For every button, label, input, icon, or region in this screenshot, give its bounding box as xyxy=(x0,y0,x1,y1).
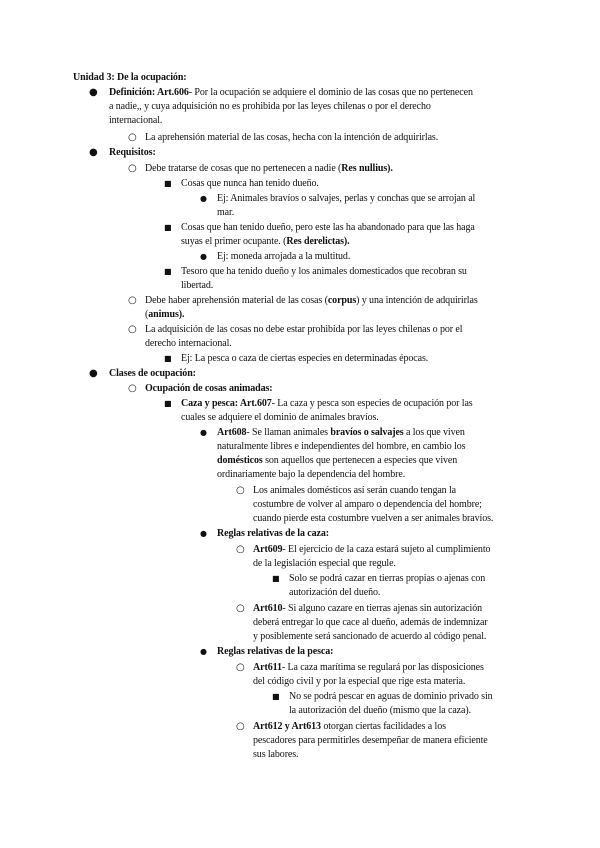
art611-sub-2: la autorización del dueño (mismo que la caza). xyxy=(289,705,471,716)
art608-line-2: naturalmente libres e independientes del hombre, en cambio los xyxy=(217,441,466,452)
art608-text-1: - Se llaman animales xyxy=(246,427,331,438)
art608-label: Art608 xyxy=(217,427,247,438)
art610-line-2: deberá entregar lo que cace al dueño, además de indemnizar xyxy=(253,617,488,628)
art611-sub-1: No se podrá pescar en aguas de dominio privado sin xyxy=(289,691,493,702)
bullet-square: ■ xyxy=(164,179,172,188)
requisitos-label: Requisitos: xyxy=(109,147,156,158)
art610-line-1 xyxy=(253,602,482,616)
art612-text: otorgan ciertas facilidades a los xyxy=(320,721,446,732)
art612-label: Art612 y Art613 xyxy=(253,721,321,732)
corpus: corpus xyxy=(327,295,357,306)
bullet-square: ■ xyxy=(272,692,280,701)
art610-text: - Si alguno cazare en tierras ajenas sin autorización xyxy=(282,603,482,614)
bullet-circle: ○ xyxy=(128,163,137,174)
caza-line-2: cuales se adquiere el dominio de animales bravíos. xyxy=(181,412,379,423)
art609-line-2: de la legislación especial que regule. xyxy=(253,558,396,569)
art611-line-1 xyxy=(253,661,484,675)
definicion-text: - Por la ocupación se adquiere el dominio de las cosas que no pertenecen xyxy=(188,87,473,98)
bullet-disc: ● xyxy=(200,529,207,538)
requisito-1-b-1: Cosas que han tenido dueño, pero este las ha abandonado para que las haga xyxy=(181,222,475,233)
bullet-disc: ● xyxy=(200,428,207,437)
definicion-label: Definición: Art.606 xyxy=(109,87,189,98)
art612-line-2: pescadores para permitirles desempeñar de manera eficiente xyxy=(253,735,488,746)
requisito-3-line-1: La adquisición de las cosas no debe estar prohibida por las leyes chilenas o por el xyxy=(145,324,463,335)
caza-line-1 xyxy=(181,397,473,411)
domesticos-line-3: cuando pierde esta costumbre vuelven a ser animales bravíos. xyxy=(253,513,494,524)
requisito-2-text: Debe haber aprehensión material de las cosas ( xyxy=(145,295,328,306)
bullet-disc: ● xyxy=(200,194,207,203)
caza-label: Caza y pesca: Art.607 xyxy=(181,398,272,409)
reglas-caza: Reglas relativas de la caza: xyxy=(217,528,329,539)
ocupacion-animadas: Ocupación de cosas animadas: xyxy=(145,383,273,394)
bravios: bravíos o salvajes xyxy=(330,427,404,438)
requisito-1-a-ej-1: Ej: Animales bravíos o salvajes, perlas y conchas que se arrojan al xyxy=(217,193,476,204)
requisito-2-line-2 xyxy=(145,308,184,322)
definicion-line-1 xyxy=(109,86,473,100)
requisito-1-c-1: Tesoro que ha tenido dueño y los animales domesticados que recobran su xyxy=(181,266,467,277)
bullet-square: ■ xyxy=(164,267,172,276)
art610-line-3: y posiblemente será sancionado de acuerdo al código penal. xyxy=(253,631,487,642)
definicion-line-2: a nadie,, y cuya adquisición no es prohibida por las leyes chilenas o por el derecho xyxy=(109,101,431,112)
art608-line-4: ordinariamente bajo la dependencia del hombre. xyxy=(217,469,406,480)
bullet-disc: ● xyxy=(200,647,207,656)
art610-label: Art610 xyxy=(253,603,283,614)
art609-sub-1: Solo se podrá cazar en tierras propias o ajenas con xyxy=(289,573,486,584)
bullet-circle: ○ xyxy=(236,662,245,673)
paren-open: ( xyxy=(145,309,149,320)
bullet-disc: ● xyxy=(89,87,98,98)
bullet-circle: ○ xyxy=(128,383,137,394)
requisito-3-line-2: derecho internacional. xyxy=(145,338,232,349)
bullet-circle: ○ xyxy=(128,324,137,335)
requisito-1-text: Debe tratarse de cosas que no pertenecen a nadie ( xyxy=(145,163,342,174)
caza-text: - La caza y pesca son especies de ocupación por las xyxy=(271,398,473,409)
requisito-1-b-2-text: suyas el primer ocupante. ( xyxy=(181,236,287,247)
art608-line-3 xyxy=(217,454,457,468)
bullet-disc: ● xyxy=(89,147,98,158)
art611-line-2: del código civil y por la especial que rige esta materia. xyxy=(253,676,466,687)
art608-text-2: a los que viven xyxy=(403,427,465,438)
bullet-circle: ○ xyxy=(236,603,245,614)
art609-sub-2: autorización del dueño. xyxy=(289,587,381,598)
domesticos-line-1: Los animales domésticos así serán cuando tengan la xyxy=(253,485,456,496)
art609-line-1 xyxy=(253,543,490,557)
bullet-square: ■ xyxy=(272,574,280,583)
domesticos: domésticos xyxy=(217,455,263,466)
bullet-circle: ○ xyxy=(236,544,245,555)
bullet-circle: ○ xyxy=(236,721,245,732)
bullet-circle: ○ xyxy=(236,485,245,496)
requisito-1-a: Cosas que nunca han tenido dueño. xyxy=(181,178,319,189)
requisito-2-text-2: ) y una intención de adquirirlas xyxy=(356,295,478,306)
requisito-3-ej: Ej: La pesca o caza de ciertas especies en determinadas épocas. xyxy=(181,353,429,364)
definicion-sub: La aprehensión material de las cosas, hecha con la intención de adquirirlas. xyxy=(145,132,439,143)
art611-label: Art611 xyxy=(253,662,282,673)
requisito-1 xyxy=(145,162,393,176)
requisito-1-b-2 xyxy=(181,235,350,249)
domesticos-line-2: costumbre de volver al amparo o dependencia del hombre; xyxy=(253,499,482,510)
definicion-line-3: internacional. xyxy=(109,115,163,126)
art608-text-3: son aquellos que pertenecen a especies que viven xyxy=(262,455,458,466)
art609-label: Art609 xyxy=(253,544,283,555)
res-nullius: Res nullius). xyxy=(341,163,393,174)
section-title: Unidad 3: De la ocupación: xyxy=(73,72,187,83)
art612-line-1 xyxy=(253,720,446,734)
res-derelictas: Res derelictas). xyxy=(286,236,350,247)
bullet-square: ■ xyxy=(164,354,172,363)
bullet-disc: ● xyxy=(200,252,207,261)
requisito-1-c-2: libertad. xyxy=(181,280,214,291)
bullet-circle: ○ xyxy=(128,295,137,306)
requisito-2-line-1 xyxy=(145,294,478,308)
art611-text: - La caza marítima se regulará por las disposiciones xyxy=(281,662,484,673)
bullet-square: ■ xyxy=(164,399,172,408)
art609-text: - El ejercicio de la caza estará sujeto al cumplimiento xyxy=(282,544,491,555)
requisito-1-b-ej: Ej: moneda arrojada a la multitud. xyxy=(217,251,351,262)
art612-line-3: sus labores. xyxy=(253,749,299,760)
animus: animus). xyxy=(148,309,185,320)
bullet-square: ■ xyxy=(164,223,172,232)
art608-line-1 xyxy=(217,426,465,440)
clases-label: Clases de ocupación: xyxy=(109,368,196,379)
requisito-1-a-ej-2: mar. xyxy=(217,207,235,218)
reglas-pesca: Reglas relativas de la pesca: xyxy=(217,646,334,657)
bullet-circle: ○ xyxy=(128,132,137,143)
bullet-disc: ● xyxy=(89,368,98,379)
